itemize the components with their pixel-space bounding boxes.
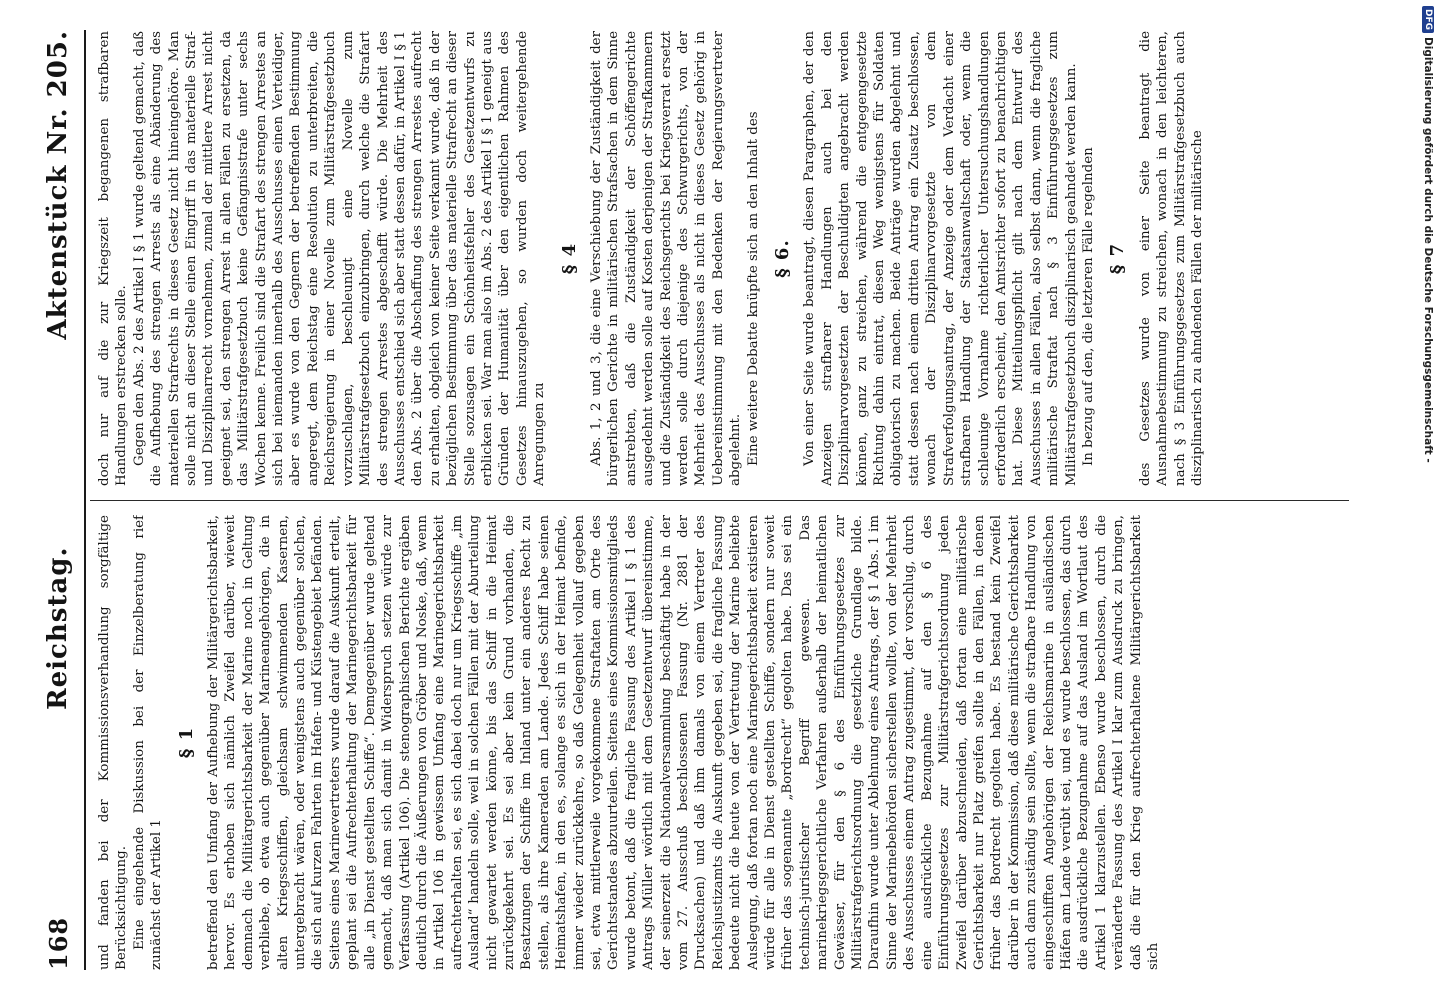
left-column: [96, 515, 1349, 970]
column-divider: [90, 500, 1349, 501]
header-title: Reichstag.: [43, 546, 73, 710]
right-column: [96, 31, 1349, 486]
paragraph: doch nur auf die zur Kriegszeit begangenen strafbaren Handlungen erstrecken solle.: [97, 31, 130, 486]
paragraph: Eine weitere Debatte knüpfte sich an den Inhalt des: [745, 111, 761, 466]
paragraph: Abs. 1, 2 und 3, die eine Verschiebung der Zuständigkeit der bürgerlichen Gerichte in militärischen Strafsachen in dem Sinne anstrebten, daß die Zuständigkeit der Schöffengerichte ausgedehnt werden solle auf Kosten derjenigen der Strafkammern und die Zuständigkeit des Reichsgerichts bei Kriegsverrat ersetzt werden solle durch diejenige des Schwurgerichts, von der Mehrheit des Ausschusses als nicht in dieses Gesetz gehörig in Uebereinstimmung mit den Bedenken der Regierungsvertreter abgelehnt.: [588, 31, 744, 486]
header-rule: [84, 30, 86, 970]
section-heading-4: § 4: [558, 242, 580, 275]
paragraph: Eine eingehende Diskussion bei der Einzelberatung rief zunächst der Artikel 1: [131, 515, 165, 970]
paragraph: und fanden bei der Kommissionsverhandlung sorgfältige Berücksichtigung.: [97, 515, 130, 970]
paragraph: Von einer Seite wurde beantragt, diesen Paragraphen, der den Anzeigen strafbarer Handlungen auch bei den Disziplinarvorgesetzten der Beschuldigten angebracht werden können, ganz zu streichen, während die entgegengesetzte Richtung dahin eintrat, diesen Weg wenigstens für Soldaten obligatorisch zu machen. Beide Anträge wurden abgelehnt und statt dessen nach einem dritten Antrag ein Zusatz beschlossen, wonach der Disziplinarvorgesetzte von dem Strafverfolgungsantrag, der Anzeige oder dem Verdacht einer strafbaren Handlung der Staatsanwaltschaft oder, wenn die schleunige Vornahme richterlicher Untersuchungshandlungen erforderlich erscheint, den Amtsrichter sofort zu benachrichtigen hat. Diese Mitteilungspflicht gilt nach dem Entwurf des Ausschusses in allen Fällen, also selbst dann, wenn die fragliche militärische Straftat nach § 3 Einführungsgesetzes zum Militärstrafgesetzbuch disziplinarisch geahndet werden kann.: [802, 31, 1079, 486]
dfg-logo: DFG: [1422, 6, 1434, 33]
digitization-credit: [1410, 0, 1434, 1000]
section-heading-7: § 7: [1107, 242, 1129, 275]
paragraph: betreffend den Umfang der Aufhebung der Militärgerichtsbarkeit, hervor. Es erhoben sich nämlich Zweifel darüber, wieweit demnach die Militärgerichtsbarkeit der Marine noch in Geltung verbliebe, ob etwa auch gegenüber Marineangehörigen, die in alten Kriegsschiffen, gleichsam schwimmenden Kasernen, untergebracht wären, oder wenigstens auch gegenüber solchen, die sich auf kurzen Fahrten im Hafen- und Küstengebiet befänden. Seitens eines Marinevertreters wurde darauf die Auskunft erteilt, geplant sei die Aufrechterhaltung der Marinegerichtsbarkeit für alle „in Dienst gestellten Schiffe“. Demgegenüber wurde geltend gemacht, daß man sich damit in Widerspruch setzen würde zur Verfassung (Artikel 106). Die stenographischen Berichte ergäben deutlich durch die Äußerungen von Gröber und Noske, daß, wenn in Artikel 106 in gewissem Umfang eine Marinegerichtsbarkeit aufrechterhalten sei, es sich dabei doch nur um Kriegsschiffe „im Ausland“ handeln solle, weil in solchen Fällen mit der Aburteilung nicht gewartet werden könne, bis das Schiff in die Heimat zurückgekehrt sei. Es sei aber kein Grund vorhanden, die Besatzungen der Schiffe im Inland unter ein anderes Recht zu stellen, als ihre Kameraden am Lande. Jedes Schiff habe seinen Heimatshafen, in den es, solange es sich in der Heimat befinde, immer wieder zurückkehre, so daß Gelegenheit vollauf gegeben sei, etwa mittlerweile vorgekommene Straftaten am Orte des Gerichtsstandes abzuurteilen. Seitens eines Kommissionsmitglieds wurde betont, daß die fragliche Fassung des Artikel I § 1 des Antrags Müller wörtlich mit dem Gesetzentwurf übereinstimme, der seinerzeit die Nationalversammlung beschäftigt habe in der vom 27. Ausschuß beschlossenen Fassung (Nr. 2881 der Drucksachen) und daß ihm damals von einem Vertreter des Reichsjustizamts die Auskunft gegeben sei, die fragliche Fassung bedeute nicht die heute von der Vertretung der Marine beliebte Auslegung, daß fortan noch eine Marinegerichtsbarkeit existieren würde für alle in Dienst gestellten Schiffe, sondern nur soweit früher das sogenannte „Bordrecht“ gegolten habe. Das sei ein technisch-juristischer Begriff gewesen. Das marinekriegsgerichtliche Verfahren außerhalb der heimatlichen Gewässer, für den § 6 des Einführungsgesetzes zur Militärstrafgerichtsordnung die gesetzliche Grundlage bilde. Daraufhin wurde unter Ablehnung eines Antrags, der § 1 Abs. 1 im Sinne der Marinebehörden sicherstellen wollte, von der Mehrheit des Ausschusses einem Antrag zugestimmt, der vorschlug, durch eine ausdrückliche Bezugnahme auf den § 6 des Einführungsgesetzes zur Militärstrafgerichtsordnung jeden Zweifel darüber abzuschneiden, daß fortan eine militärische Gerichtsbarkeit nur Platz greifen sollte in den Fällen, in denen früher das Bordrecht gegolten habe. Es bestand kein Zweifel darüber in der Kommission, daß diese militärische Gerichtsbarkeit auch dann zuständig sein sollte, wenn die strafbare Handlung von eingeschifften Angehörigen der Reichsmarine in ausländischen Häfen am Lande verübt sei, und es wurde beschlossen, das durch die ausdrückliche Bezugnahme auf das Ausland im Wortlaut des Artikel 1 klarzustellen. Ebenso wurde beschlossen, durch die veränderte Fassung des Artikel I klar zum Ausdruck zu bringen, daß die für den Krieg aufrechterhaltene Militärgerichtsbarkeit sich: [206, 515, 1161, 970]
section-heading-1: § 1: [175, 726, 197, 759]
header-document-number: Aktenstück Nr. 205.: [43, 30, 73, 340]
credit-text: Digitalisierung gefördert durch die Deutsche Forschungsgemeinschaft -: [1422, 37, 1434, 463]
page-number: 168: [43, 916, 73, 970]
paragraph: des Gesetzes wurde von einer Seite beantragt die Ausnahmebestimmung zu streichen, wonach in den leichteren, nach § 3 Einführungsgesetzes zum Militärstrafgesetzbuch auch disziplinarisch zu ahndenden Fällen der militärische: [1137, 31, 1205, 486]
section-heading-6: § 6.: [772, 239, 794, 278]
paragraph: In bezug auf den, die letzteren Fälle regelnden: [1080, 147, 1096, 466]
paragraph: Gegen den Abs. 2 des Artikel I § 1 wurde geltend gemacht, daß die Aufhebung des strengen Arrests als eine Abänderung des materiellen Strafrechts in dieses Gesetz nicht hineingehöre. Man solle nicht an dieser Stelle einen Eingriff in das materielle Straf- und Disziplinarrecht vornehmen, zumal der mittlere Arrest nicht geeignet sei, den strengen Arrest in allen Fällen zu ersetzen, da das Militärstrafgesetzbuch keine Gefängnisstrafe unter sechs Wochen kenne. Freilich sind die Strafart des strengen Arrestes an sich bei niemanden innerhalb des Ausschusses einen Verteidiger, aber es wurde von den Gegnern der betreffenden Bestimmung angeregt, dem Reichstag eine Resolution zu unterbreiten, die Reichsregierung in einer Novelle zum Militärstrafgesetzbuch vorzuschlagen, beschleunigt eine Novelle zum Militärstrafgesetzbuch einzubringen, durch welche die Strafart des strengen Arrestes abgeschafft würde. Die Mehrheit des Ausschusses entschied sich aber statt dessen dafür, in Artikel I § 1 den Abs. 2 über die Abschaffung des strengen Arrestes aufrecht zu erhalten, obgleich von keiner Seite verkannt wurde, daß in der bezüglichen Bestimmung über das materielle Strafrecht an dieser Stelle sozusagen ein Schönheitsfehler des Gesetzentwurfs zu erblicken sei. War man also im Abs. 2 des Artikel I § 1 geneigt aus Gründen der Humanität über den eigentlichen Rahmen des Gesetzes hinauszugehen, so wurden doch weitergehende Anregungen zu: [131, 31, 548, 486]
running-header: [38, 30, 78, 970]
